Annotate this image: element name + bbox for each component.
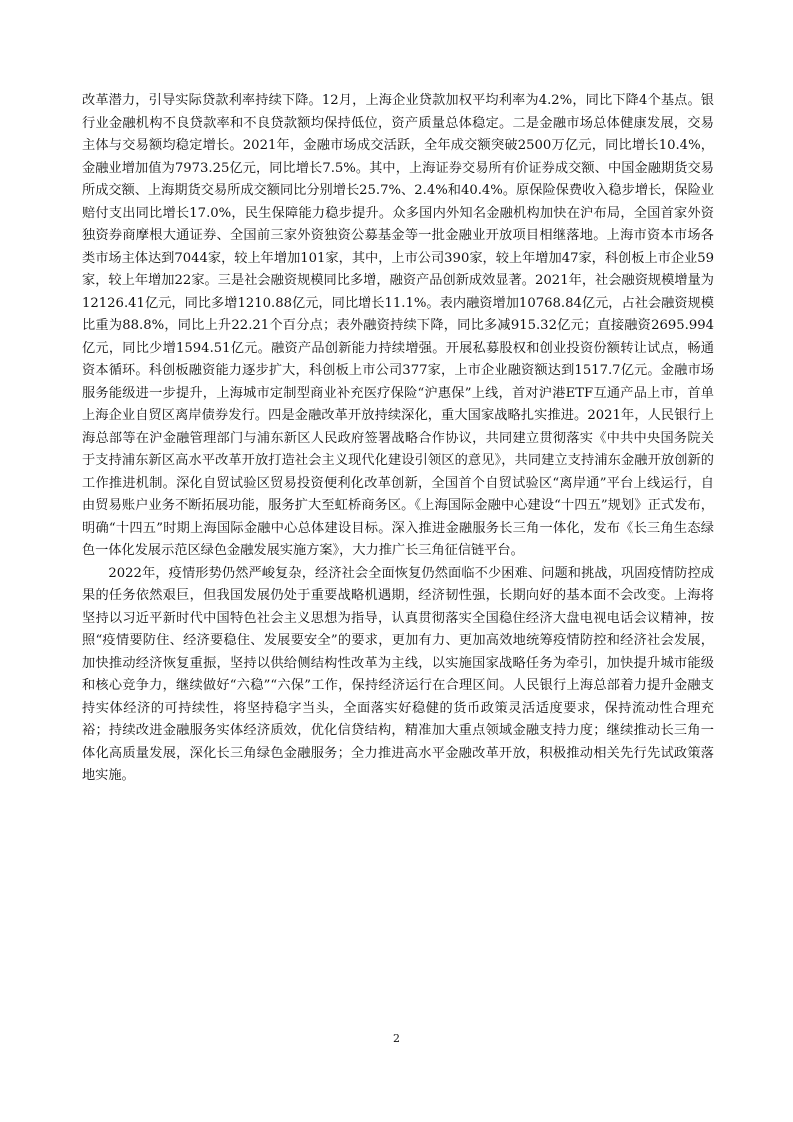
body-paragraph-outlook: 2022年，疫情形势仍然严峻复杂，经济社会全面恢复仍然面临不少困难、问题和挑战，巩固疫情防控成果的任务依然艰巨，但我国发展仍处于重要战略机遇期，经济韧性强，长期向好的基本面不会改变。上海将坚持以习近平新时代中国特色社会主义思想为指导，认真贯彻落实全国稳住经济大盘电视电话会议精神，按照“疫情要防住、经济要稳住、发展要安全”的要求，更加有力、更加高效地统筹疫情防控和经济社会发展，加快推动经济恢复重振，坚持以供给侧结构性改革为主线，以实施国家战略任务为牵引，加快提升城市能级和核心竞争力，继续做好“六稳”“六保”工作，保持经济运行在合理区间。人民银行上海总部着力提升金融支持实体经济的可持续性，将坚持稳字当头，全面落实好稳健的货币政策灵活适度要求，保持流动性合理充裕；持续改进金融服务实体经济质效，优化信贷结构，精准加大重点领域金融支持力度；继续推动长三角一体化高质量发展，深化长三角绿色金融服务；全力推进高水平金融改革开放，积极推动相关先行先试政策落地实施。 xyxy=(82,565,714,783)
document-body xyxy=(82,90,714,788)
body-paragraph-continuation: 改革潜力，引导实际贷款利率持续下降。12月，上海企业贷款加权平均利率为4.2%，同比下降4个基点。银行业金融机构不良贷款率和不良贷款额均保持低位，资产质量总体稳定。二是金融市场总体健康发展，交易主体与交易额均稳定增长。2021年，金融市场成交活跃，全年成交额突破2500万亿元，同比增长10.4%，金融业增加值为7973.25亿元，同比增长7.5%。其中，上海证券交易所有价证券成交额、中国金融期货交易所成交额、上海期货交易所成交额同比分别增长25.7%、2.4%和40.4%。原保险保费收入稳步增长，保险业赔付支出同比增长17.0%，民生保障能力稳步提升。众多国内外知名金融机构加快在沪布局，全国首家外资独资券商摩根大通证券、全国前三家外资独资公募基金等一批金融业开放项目相继落地。上海市资本市场各类市场主体达到7044家，较上年增加101家，其中，上市公司390家，较上年增加47家，科创板上市企业59家，较上年增加22家。三是社会融资规模同比多增，融资产品创新成效显著。2021年，社会融资规模增量为12126.41亿元，同比多增1210.88亿元，同比增长11.1%。表内融资增加10768.84亿元，占社会融资规模比重为88.8%，同比上升22.21个百分点；表外融资持续下降，同比多减915.32亿元；直接融资2695.994亿元，同比少增1594.51亿元。融资产品创新能力持续增强。开展私募股权和创业投资份额转让试点，畅通资本循环。科创板融资能力逐步扩大，科创板上市公司377家，上市企业融资额达到1517.7亿元。金融市场服务能级进一步提升，上海城市定制型商业补充医疗保险“沪惠保”上线，首对沪港ETF互通产品上市，首单上海企业自贸区离岸债券发行。四是金融改革开放持续深化，重大国家战略扎实推进。2021年，人民银行上海总部等在沪金融管理部门与浦东新区人民政府签署战略合作协议，共同建立贯彻落实《中共中央国务院关于支持浦东新区高水平改革开放打造社会主义现代化建设引领区的意见》，共同建立支持浦东金融开放创新的工作推进机制。深化自贸试验区贸易投资便利化改革创新，全国首个自贸试验区“离岸通”平台上线运行，自由贸易账户业务不断拓展功能，服务扩大至虹桥商务区。《上海国际金融中心建设“十四五”规划》正式发布，明确“十四五”时期上海国际金融中心总体建设目标。深入推进金融服务长三角一体化，发布《长三角生态绿色一体化发展示范区绿色金融发展实施方案》，大力推广长三角征信链平台。 xyxy=(82,93,714,558)
page-number: 2 xyxy=(393,1032,400,1045)
